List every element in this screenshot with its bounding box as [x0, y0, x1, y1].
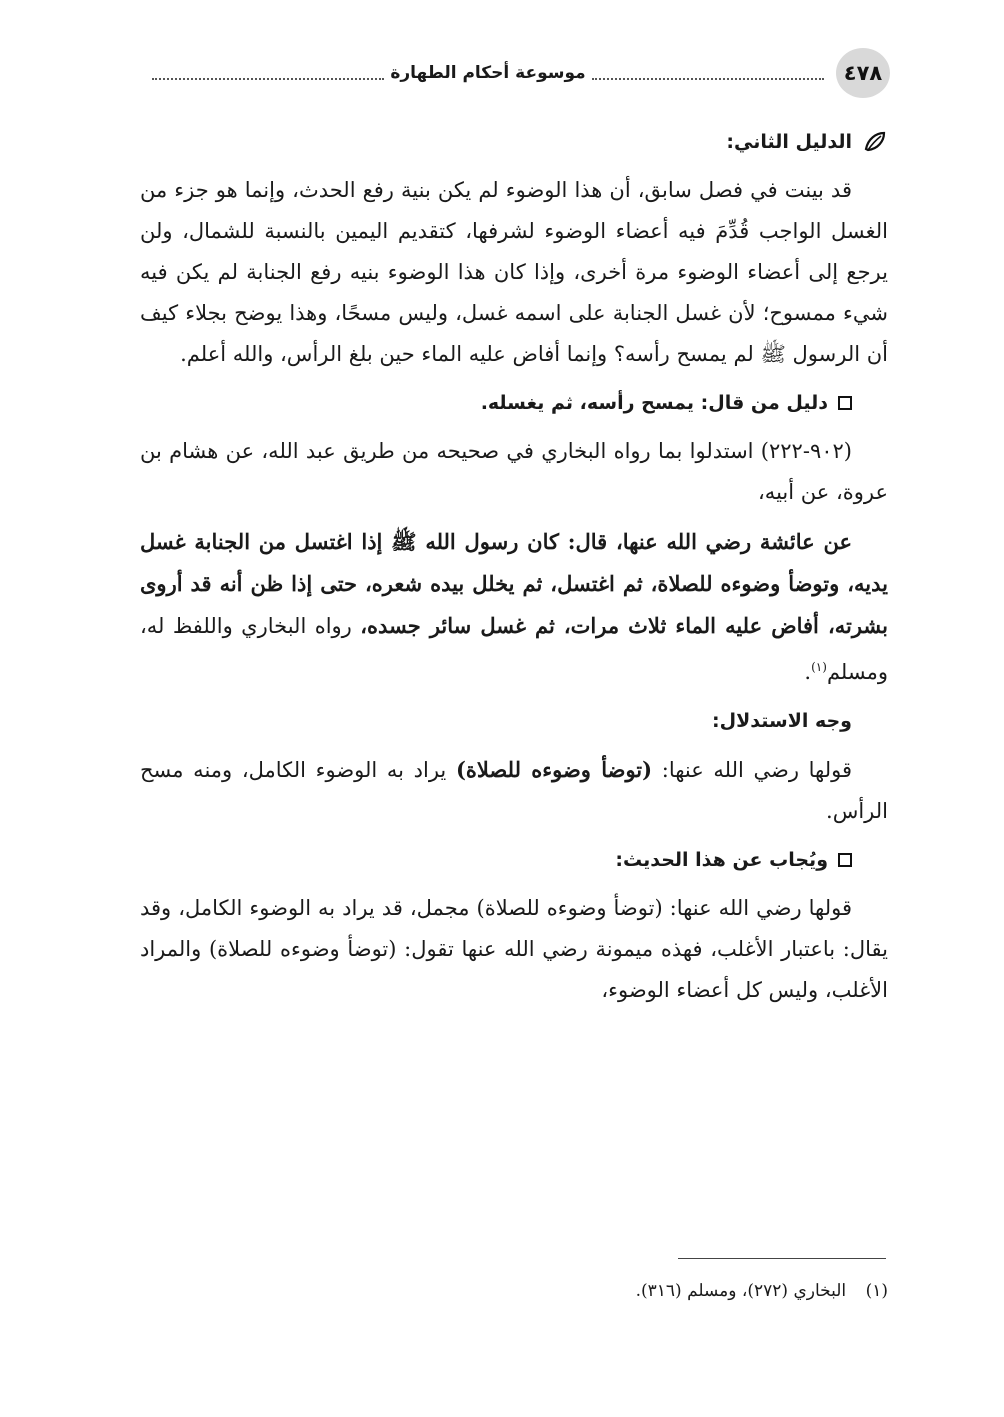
leaf-icon	[862, 129, 888, 155]
page-body	[140, 118, 888, 1019]
paragraph: قد بينت في فصل سابق، أن هذا الوضوء لم يكن بنية رفع الحدث، وإنما هو جزء من الغسل الواجب قُدِّمَ فيه أعضاء الوضوء لشرفها، كتقديم اليمين بالنسبة للشمال، ولن يرجع إلى أعضاء الوضوء مرة أخرى، وإذا كان هذا الوضوء بنيه رفع الجنابة لم يكن فيه شيء ممسوح؛ لأن غسل الجنابة على اسمه غسل، وليس مسحًا، وهذا يوضح بجلاء كيف أن الرسول ﷺ لم يمسح رأسه؟ وإنما أفاض عليه الماء حين بلغ الرأس، والله أعلم.	[140, 178, 888, 366]
heading-text: وجه الاستدلال:	[712, 710, 852, 732]
paragraph	[140, 749, 888, 832]
footnote-text: البخاري (٢٧٢)، ومسلم (٣١٦).	[635, 1281, 847, 1301]
page-number: ٤٧٨	[836, 48, 890, 98]
running-title	[146, 48, 830, 98]
text-run: قولها رضي الله عنها:	[652, 758, 852, 782]
square-bullet-icon	[838, 853, 852, 867]
section-heading-opinion	[140, 383, 888, 423]
page-header	[146, 48, 890, 98]
footnote-divider	[678, 1258, 886, 1259]
footnote	[140, 1276, 888, 1306]
paragraph: قولها رضي الله عنها: (توضأ وضوءه للصلاة) مجمل، قد يراد به الوضوء الكامل، وقد يقال: باعتبار الأغلب، فهذه ميمونة رضي الله عنها تقول: (توضأ وضوءه للصلاة) والمراد الأغلب، وليس كل أعضاء الوضوء،	[140, 896, 888, 1002]
period: .	[804, 660, 812, 684]
hadith-paragraph	[140, 521, 888, 693]
paragraph-intro: (٩٠٢-٢٢٢) استدلوا بما رواه البخاري في صحيحه من طريق عبد الله، عن هشام بن عروة، عن أبيه،	[140, 439, 888, 504]
hadith-text: عن عائشة رضي الله عنها، قال: كان رسول الله ﷺ إذا اغتسل من الجنابة غسل يديه، وتوضأ وضوءه للصلاة، ثم اغتسل، ثم يخلل بيده شعره، حتى إذا ظن أنه قد أروى بشرته، أفاض عليه الماء ثلاث مرات، ثم غسل سائر جسده،	[140, 529, 888, 638]
hadith-source: رواه البخاري واللفظ له، ومسلم	[140, 614, 888, 684]
footnote-reference[interactable]: (١)	[811, 660, 827, 674]
heading-text: دليل من قال: يمسح رأسه، ثم يغسله.	[480, 392, 828, 414]
section-heading-response	[140, 840, 888, 880]
section-heading-inference	[140, 701, 888, 741]
section-heading-second-evidence	[140, 122, 888, 162]
heading-text: ويُجاب عن هذا الحديث:	[615, 849, 828, 871]
heading-text: الدليل الثاني:	[726, 131, 852, 153]
book-title: موسوعة أحكام الطهارة	[390, 63, 586, 83]
footnote-number: (١)	[865, 1281, 888, 1301]
leader-dots-right	[592, 78, 824, 80]
text-run: يراد به الوضوء الكامل، ومنه مسح الرأس.	[140, 758, 888, 823]
bold-quote: (توضأ وضوءه للصلاة)	[455, 757, 653, 782]
leader-dots-left	[152, 78, 384, 80]
square-bullet-icon	[838, 396, 852, 410]
